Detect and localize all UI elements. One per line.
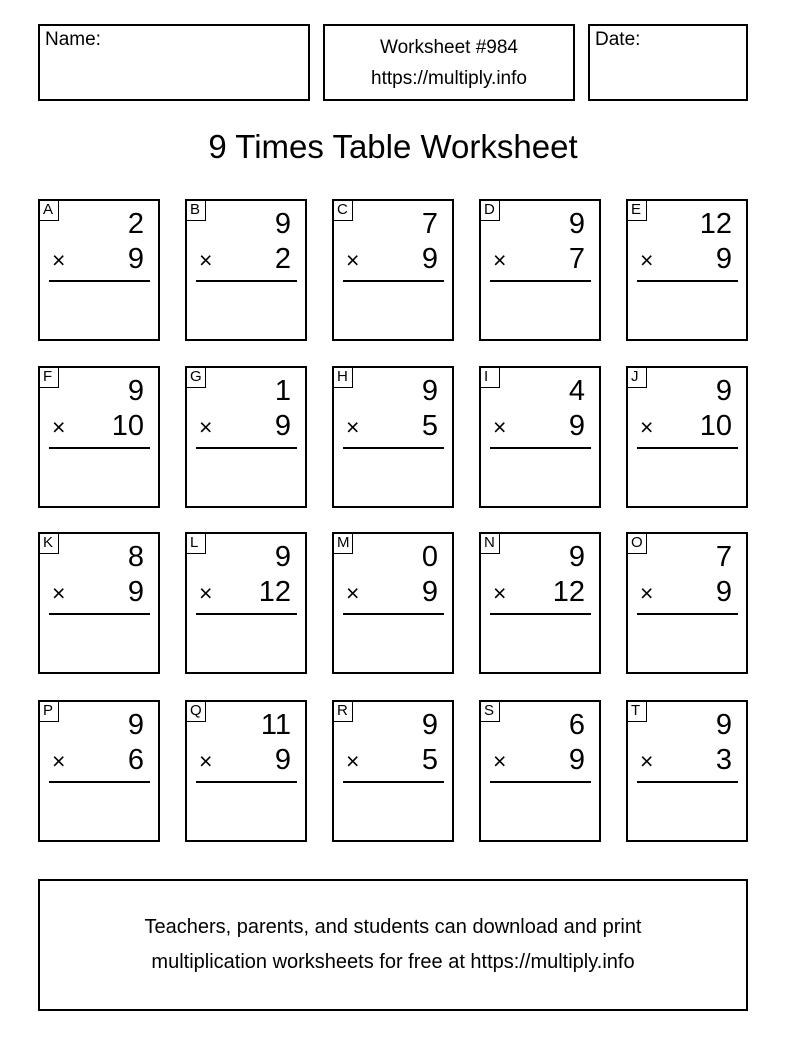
multiplicand: 9	[274, 541, 291, 573]
times-icon: ×	[640, 247, 654, 273]
problem-letter: N	[481, 534, 500, 554]
multiplicand: 9	[568, 208, 585, 240]
problem-card[interactable]	[332, 366, 454, 508]
problem-letter: J	[628, 368, 647, 388]
times-icon: ×	[52, 748, 66, 774]
problem-letter: L	[187, 534, 206, 554]
website-url: https://multiply.info	[371, 67, 527, 89]
problem-card[interactable]	[479, 700, 601, 842]
worksheet-info-box	[323, 24, 575, 101]
times-icon: ×	[52, 247, 66, 273]
multiplier: 5	[421, 410, 438, 442]
multiplicand: 11	[260, 709, 291, 741]
problem-letter: G	[187, 368, 206, 388]
times-icon: ×	[199, 247, 213, 273]
answer-line	[49, 447, 150, 449]
times-icon: ×	[199, 748, 213, 774]
answer-line	[196, 781, 297, 783]
multiplicand: 8	[127, 541, 144, 573]
problem-letter: M	[334, 534, 353, 554]
multiplicand: 7	[715, 541, 732, 573]
problem-card[interactable]	[479, 532, 601, 674]
problem-card[interactable]	[38, 532, 160, 674]
footer-line-1: Teachers, parents, and students can download and print	[144, 916, 642, 938]
date-label: Date:	[595, 29, 641, 50]
problem-card[interactable]	[332, 199, 454, 341]
problem-card[interactable]	[38, 700, 160, 842]
multiplicand: 9	[127, 709, 144, 741]
multiplicand: 9	[715, 375, 732, 407]
times-icon: ×	[493, 247, 507, 273]
problem-letter: F	[40, 368, 59, 388]
multiplier: 9	[715, 243, 732, 275]
multiplier: 2	[274, 243, 291, 275]
answer-line	[490, 781, 591, 783]
times-icon: ×	[493, 414, 507, 440]
problem-card[interactable]	[185, 700, 307, 842]
problem-card[interactable]	[332, 532, 454, 674]
multiplier: 7	[568, 243, 585, 275]
multiplicand: 2	[127, 208, 144, 240]
answer-line	[637, 280, 738, 282]
problem-letter: Q	[187, 702, 206, 722]
answer-line	[196, 280, 297, 282]
multiplier: 12	[552, 576, 585, 608]
multiplier: 9	[127, 243, 144, 275]
multiplier: 10	[111, 410, 144, 442]
answer-line	[196, 447, 297, 449]
problem-card[interactable]	[38, 199, 160, 341]
multiplier: 6	[127, 744, 144, 776]
answer-line	[637, 447, 738, 449]
times-icon: ×	[493, 748, 507, 774]
answer-line	[49, 781, 150, 783]
problem-letter: B	[187, 201, 206, 221]
problem-letter: P	[40, 702, 59, 722]
times-icon: ×	[346, 748, 360, 774]
multiplier: 12	[258, 576, 291, 608]
multiplier: 9	[715, 576, 732, 608]
problem-card[interactable]	[185, 366, 307, 508]
answer-line	[49, 613, 150, 615]
multiplicand: 9	[568, 541, 585, 573]
problem-card[interactable]	[626, 700, 748, 842]
problem-letter: C	[334, 201, 353, 221]
multiplicand: 1	[274, 375, 291, 407]
times-icon: ×	[52, 414, 66, 440]
problem-letter: I	[481, 368, 500, 388]
problem-letter: K	[40, 534, 59, 554]
multiplier: 9	[568, 744, 585, 776]
multiplicand: 4	[568, 375, 585, 407]
problem-letter: A	[40, 201, 59, 221]
multiplicand: 9	[127, 375, 144, 407]
problem-letter: D	[481, 201, 500, 221]
multiplicand: 0	[421, 541, 438, 573]
answer-line	[490, 613, 591, 615]
multiplicand: 9	[274, 208, 291, 240]
times-icon: ×	[640, 414, 654, 440]
footer-box	[38, 879, 748, 1011]
multiplier: 10	[699, 410, 732, 442]
multiplier: 9	[274, 410, 291, 442]
times-icon: ×	[199, 580, 213, 606]
problem-card[interactable]	[185, 532, 307, 674]
problem-card[interactable]	[38, 366, 160, 508]
page-title: 9 Times Table Worksheet	[208, 128, 578, 165]
answer-line	[343, 280, 444, 282]
problem-card[interactable]	[185, 199, 307, 341]
problem-card[interactable]	[626, 366, 748, 508]
times-icon: ×	[640, 580, 654, 606]
times-icon: ×	[493, 580, 507, 606]
worksheet-number: Worksheet #984	[379, 36, 518, 58]
name-box[interactable]	[38, 24, 310, 101]
multiplier: 9	[568, 410, 585, 442]
problem-card[interactable]	[626, 199, 748, 341]
problem-card[interactable]	[479, 199, 601, 341]
problem-card[interactable]	[332, 700, 454, 842]
multiplicand: 9	[715, 709, 732, 741]
multiplier: 9	[421, 576, 438, 608]
times-icon: ×	[346, 247, 360, 273]
name-label: Name:	[45, 29, 101, 50]
answer-line	[490, 447, 591, 449]
answer-line	[637, 781, 738, 783]
multiplier: 5	[421, 744, 438, 776]
times-icon: ×	[199, 414, 213, 440]
answer-line	[343, 447, 444, 449]
problem-letter: E	[628, 201, 647, 221]
answer-line	[49, 280, 150, 282]
multiplier: 9	[127, 576, 144, 608]
answer-line	[196, 613, 297, 615]
multiplicand: 7	[421, 208, 438, 240]
multiplier: 3	[715, 744, 732, 776]
multiplicand: 9	[421, 709, 438, 741]
multiplicand: 9	[421, 375, 438, 407]
date-box[interactable]	[588, 24, 748, 101]
answer-line	[343, 781, 444, 783]
multiplier: 9	[421, 243, 438, 275]
problem-letter: H	[334, 368, 353, 388]
answer-line	[343, 613, 444, 615]
answer-line	[490, 280, 591, 282]
times-icon: ×	[640, 748, 654, 774]
answer-line	[637, 613, 738, 615]
multiplier: 9	[274, 744, 291, 776]
problem-card[interactable]	[479, 366, 601, 508]
times-icon: ×	[346, 414, 360, 440]
problem-letter: S	[481, 702, 500, 722]
multiplicand: 12	[699, 208, 732, 240]
problem-letter: R	[334, 702, 353, 722]
footer-line-2: multiplication worksheets for free at https://multiply.info	[151, 951, 635, 973]
times-icon: ×	[52, 580, 66, 606]
problem-letter: T	[628, 702, 647, 722]
problem-letter: O	[628, 534, 647, 554]
problem-card[interactable]	[626, 532, 748, 674]
multiplicand: 6	[568, 709, 585, 741]
times-icon: ×	[346, 580, 360, 606]
